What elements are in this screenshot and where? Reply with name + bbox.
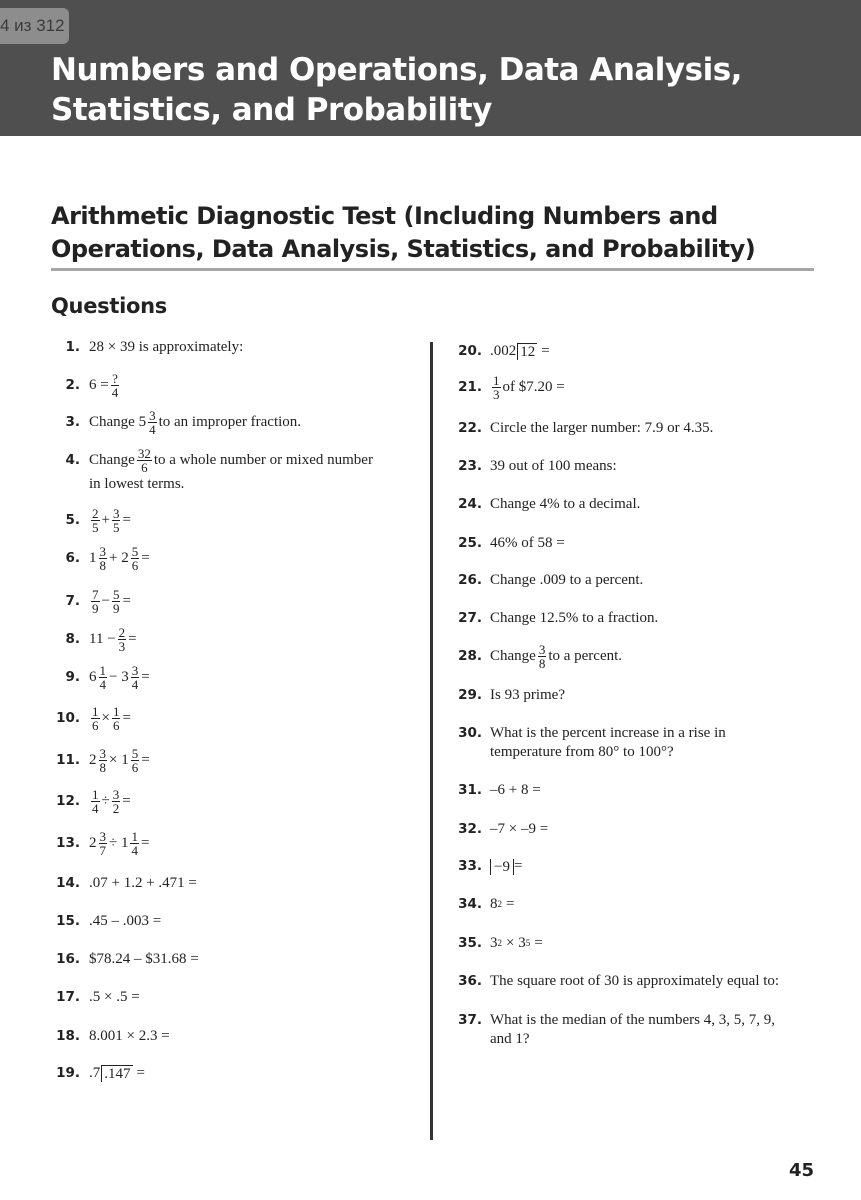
numerator: 3 (112, 506, 120, 521)
expr-part: Change (89, 452, 135, 468)
expr-part: = (513, 858, 523, 874)
question-text (89, 447, 373, 474)
question-number: 35. (458, 935, 482, 951)
question-34 (452, 895, 514, 914)
denominator: 6 (92, 718, 99, 733)
question-number: 15. (56, 913, 80, 929)
operator: + (101, 512, 110, 528)
denominator: 9 (112, 601, 120, 616)
base: 8 (490, 896, 498, 912)
fraction (112, 507, 121, 534)
question-number: 28. (458, 648, 482, 664)
exponent: 5 (525, 938, 531, 948)
question-13 (51, 830, 149, 857)
denominator: 5 (92, 520, 99, 535)
question-12 (51, 788, 131, 815)
question-number: 11. (56, 752, 80, 768)
question-number: 22. (458, 420, 482, 436)
fraction (91, 705, 100, 732)
numerator: 5 (112, 587, 120, 602)
denominator: 4 (149, 422, 156, 437)
base: 3 (490, 935, 498, 951)
question-27 (452, 609, 658, 628)
question-text: Change 4% to a decimal. (490, 496, 641, 512)
expr-part: = (122, 793, 131, 809)
question-text: 28 × 39 is approximately: (89, 339, 244, 355)
expr-part: = (141, 669, 150, 685)
question-37 (452, 1011, 775, 1049)
question-text: .07 + 1.2 + .471 = (89, 875, 197, 891)
numerator: 1 (92, 704, 99, 719)
numerator: 32 (137, 446, 151, 461)
question-text (89, 1064, 145, 1083)
question-28 (452, 643, 622, 670)
question-number: 23. (458, 458, 482, 474)
question-number: 1. (65, 339, 80, 355)
question-number: 10. (56, 710, 80, 726)
exponent: 2 (497, 899, 502, 909)
denominator: 4 (99, 677, 106, 692)
expr-part: What is the median of the numbers 4, 3, 5, 7, 9, (490, 1012, 775, 1028)
question-22 (452, 419, 713, 438)
numerator: 3 (99, 544, 106, 559)
question-number: 29. (458, 687, 482, 703)
operator: − (101, 593, 110, 609)
question-text: .45 – .003 = (89, 913, 162, 929)
fraction (137, 447, 152, 474)
question-text: Change .009 to a percent. (490, 572, 644, 588)
question-text (490, 934, 543, 953)
numerator: 1 (131, 829, 138, 844)
question-text (89, 372, 121, 399)
question-text: Circle the larger number: 7.9 or 4.35. (490, 420, 714, 436)
expr-part: temperature from 80° to 100°? (490, 744, 674, 760)
expr-part: = (128, 631, 137, 647)
expr-part: of $7.20 = (502, 379, 565, 395)
question-text (89, 705, 131, 732)
numerator: 3 (149, 408, 156, 423)
question-number: 37. (458, 1012, 482, 1028)
question-number: 8. (65, 631, 80, 647)
numerator: 5 (131, 746, 139, 761)
operator: ÷ (101, 793, 110, 809)
question-number: 7. (65, 593, 80, 609)
question-number: 36. (458, 973, 482, 989)
exponent: 2 (497, 938, 502, 948)
question-8 (51, 626, 137, 653)
question-17 (51, 988, 140, 1007)
question-text (89, 545, 150, 572)
question-text: The square root of 30 is approximately equal to: (490, 973, 780, 989)
numerator: 1 (92, 787, 99, 802)
numerator: ? (112, 371, 118, 386)
question-number: 27. (458, 610, 482, 626)
expr-part: = (122, 593, 131, 609)
expr-part: = (534, 935, 543, 951)
fraction (112, 788, 121, 815)
question-text (490, 374, 565, 401)
fraction (91, 788, 100, 815)
divisor: .002 (490, 343, 517, 359)
denominator: 5 (112, 520, 120, 535)
expr-part: = (541, 343, 550, 359)
expr-part: to a whole number or mixed number (153, 452, 373, 468)
question-text: 39 out of 100 means: (490, 458, 617, 474)
question-35 (452, 934, 543, 953)
denominator: 6 (131, 558, 139, 573)
operator: × 1 (109, 752, 129, 768)
expr-part: = (506, 896, 515, 912)
question-number: 32. (458, 821, 482, 837)
question-text (490, 857, 522, 876)
denominator: 3 (493, 387, 500, 402)
question-number: 13. (56, 835, 80, 851)
expr-part: 6 = (89, 377, 109, 393)
question-3 (51, 409, 301, 436)
denominator: 8 (538, 656, 546, 671)
question-26 (452, 571, 643, 590)
numerator: 1 (493, 373, 500, 388)
numerator: 3 (112, 787, 120, 802)
question-text (89, 747, 150, 774)
denominator: 6 (112, 718, 120, 733)
expr-part: to a percent. (548, 648, 623, 664)
question-31 (452, 781, 541, 800)
question-number: 21. (458, 379, 482, 395)
whole-number: 1 (89, 550, 97, 566)
operator: × 3 (506, 935, 526, 951)
question-number: 17. (56, 989, 80, 1005)
operator: × (101, 710, 110, 726)
operator: − 3 (109, 669, 129, 685)
question-text: 46% of 58 = (490, 535, 565, 551)
whole-number: 2 (89, 835, 97, 851)
question-number: 30. (458, 725, 482, 741)
absolute-value: −9 (490, 859, 514, 875)
section-divider (51, 268, 814, 271)
question-10 (51, 705, 131, 732)
fraction (131, 545, 140, 572)
question-30 (452, 724, 726, 762)
fraction (99, 545, 108, 572)
fraction (111, 372, 120, 399)
fraction (112, 705, 121, 732)
denominator: 3 (118, 639, 126, 654)
question-text (490, 643, 622, 670)
denominator: 6 (141, 460, 148, 475)
chapter-banner (0, 0, 861, 136)
question-23 (452, 457, 617, 476)
question-text: 8.001 × 2.3 = (89, 1028, 170, 1044)
denominator: 6 (131, 760, 139, 775)
question-29 (452, 686, 565, 705)
question-text (89, 507, 131, 534)
expr-part: and 1? (490, 1031, 530, 1047)
question-text (89, 626, 137, 653)
divisor: .7 (89, 1065, 101, 1081)
denominator: 8 (99, 558, 106, 573)
question-number: 16. (56, 951, 80, 967)
question-4-line2 (89, 475, 184, 494)
column-divider (430, 342, 433, 1140)
question-text: $78.24 – $31.68 = (89, 951, 199, 967)
question-18 (51, 1027, 170, 1046)
expr-part: = (141, 550, 150, 566)
denominator: 4 (131, 677, 139, 692)
question-number: 6. (65, 550, 80, 566)
fraction (99, 830, 108, 857)
expr-part: Change (490, 648, 536, 664)
fraction (91, 507, 100, 534)
expr-part: = (122, 512, 131, 528)
fraction (99, 747, 108, 774)
question-number: 2. (65, 377, 80, 393)
question-number: 33. (458, 858, 482, 874)
numerator: 3 (99, 746, 106, 761)
question-number: 9. (65, 669, 80, 685)
whole-number: 2 (89, 752, 97, 768)
denominator: 4 (131, 843, 138, 858)
question-text: Is 93 prime? (490, 687, 565, 703)
denominator: 8 (99, 760, 106, 775)
denominator: 4 (92, 801, 99, 816)
question-33 (452, 857, 522, 876)
question-text (490, 724, 726, 762)
question-number: 4. (65, 452, 80, 468)
question-number: 12. (56, 793, 80, 809)
question-9 (51, 664, 150, 691)
chapter-title: Numbers and Operations, Data Analysis, Statistics, and Probability (51, 52, 742, 128)
numerator: 2 (92, 506, 99, 521)
question-text (89, 409, 301, 436)
question-text: Change 12.5% to a fraction. (490, 610, 659, 626)
expr-part: to an improper fraction. (158, 414, 302, 430)
fraction (492, 374, 501, 401)
long-division-bracket: 12 (517, 343, 537, 360)
numerator: 2 (118, 625, 126, 640)
question-5 (51, 507, 131, 534)
fraction (99, 664, 108, 691)
expr-part: = (122, 710, 131, 726)
expr-part: = (136, 1065, 145, 1081)
question-number: 25. (458, 535, 482, 551)
question-text (89, 588, 131, 615)
numerator: 3 (131, 663, 139, 678)
numerator: 3 (99, 829, 106, 844)
expr-part: = (141, 752, 150, 768)
question-14 (51, 874, 197, 893)
fraction (112, 588, 121, 615)
question-number: 31. (458, 782, 482, 798)
question-1 (51, 338, 243, 357)
question-6 (51, 545, 150, 572)
fraction (148, 409, 157, 436)
question-number: 19. (56, 1065, 80, 1081)
fraction (131, 664, 140, 691)
expr-part: What is the percent increase in a rise in (490, 725, 726, 741)
numerator: 7 (92, 587, 99, 602)
question-19 (51, 1064, 145, 1083)
fraction (131, 747, 140, 774)
question-36 (452, 972, 779, 991)
question-24 (452, 495, 640, 514)
fraction (118, 626, 127, 653)
question-25 (452, 534, 565, 553)
question-2 (51, 372, 121, 399)
question-text (490, 1011, 775, 1049)
question-text (490, 342, 550, 361)
question-number: 5. (65, 512, 80, 528)
question-text (89, 830, 149, 857)
numerator: 1 (99, 663, 106, 678)
page-count-badge: 4 из 312 (0, 8, 69, 44)
denominator: 7 (99, 843, 106, 858)
numerator: 3 (538, 642, 546, 657)
question-number: 24. (458, 496, 482, 512)
question-text (490, 895, 514, 914)
question-number: 3. (65, 414, 80, 430)
expr-part: in lowest terms. (89, 476, 185, 492)
question-text: –6 + 8 = (490, 782, 541, 798)
question-text: .5 × .5 = (89, 989, 140, 1005)
numerator: 1 (112, 704, 120, 719)
question-11 (51, 747, 150, 774)
question-number: 14. (56, 875, 80, 891)
question-number: 20. (458, 343, 482, 359)
question-21 (452, 374, 565, 401)
question-number: 34. (458, 896, 482, 912)
long-division-bracket: .147 (101, 1065, 132, 1082)
page-number: 45 (788, 1160, 814, 1181)
question-text (89, 788, 131, 815)
question-32 (452, 820, 548, 839)
fraction (91, 588, 100, 615)
question-16 (51, 950, 199, 969)
denominator: 9 (92, 601, 99, 616)
operator: ÷ 1 (109, 835, 129, 851)
fraction (130, 830, 139, 857)
operator: + 2 (109, 550, 129, 566)
question-20 (452, 342, 550, 361)
expr-part: 11 − (89, 631, 116, 647)
question-text: –7 × –9 = (490, 821, 549, 837)
expr-part: = (140, 835, 150, 851)
whole-number: 6 (89, 669, 97, 685)
fraction (538, 643, 547, 670)
questions-heading: Questions (51, 294, 167, 318)
question-number: 18. (56, 1028, 80, 1044)
section-title: Arithmetic Diagnostic Test (Including Numbers and Operations, Data Analysis, Statistics, and Probability) (51, 202, 756, 263)
denominator: 4 (111, 385, 119, 400)
denominator: 2 (112, 801, 120, 816)
question-7 (51, 588, 131, 615)
question-text (89, 664, 150, 691)
question-number: 26. (458, 572, 482, 588)
question-15 (51, 912, 161, 931)
question-4 (51, 447, 373, 474)
expr-part: Change 5 (89, 414, 147, 430)
numerator: 5 (131, 544, 139, 559)
